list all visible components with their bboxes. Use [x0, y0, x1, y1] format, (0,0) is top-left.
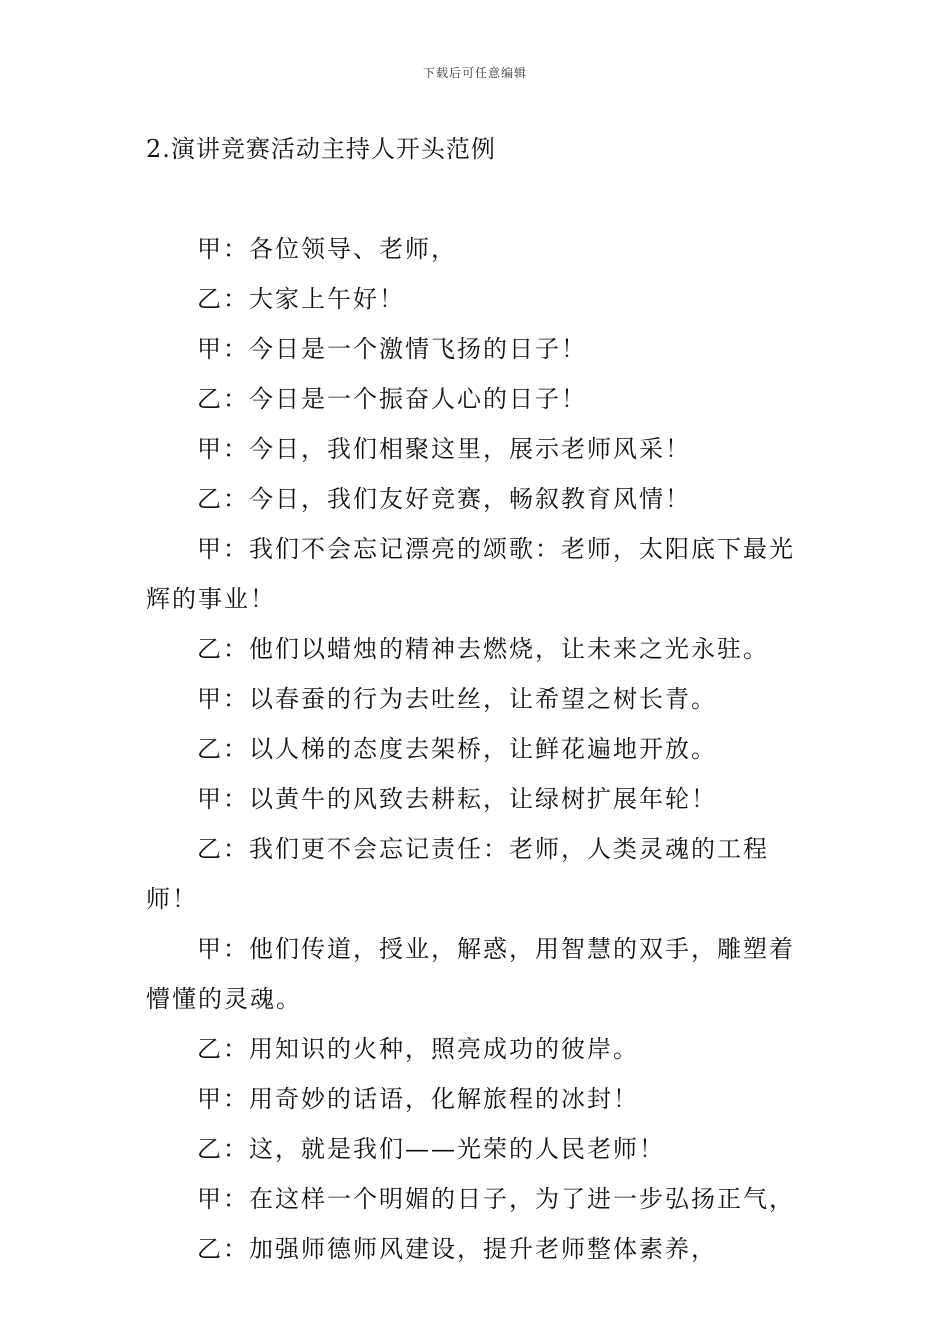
paragraph: 乙：今日是一个振奋人心的日子！ [197, 385, 587, 413]
paragraph: 乙：加强师德师风建设，提升老师整体素养， [197, 1235, 717, 1263]
paragraph: 甲：用奇妙的话语，化解旅程的冰封！ [197, 1085, 639, 1113]
paragraph: 甲：以黄牛的风致去耕耘，让绿树扩展年轮！ [197, 785, 717, 813]
paragraph: 甲：今日，我们相聚这里，展示老师风采！ [197, 435, 691, 463]
paragraph: 乙：今日，我们友好竞赛，畅叙教育风情！ [197, 485, 691, 513]
paragraph: 乙：我们更不会忘记责任：老师，人类灵魂的工程师！ [146, 835, 769, 913]
paragraph: 乙：以人梯的态度去架桥，让鲜花遍地开放。 [197, 735, 717, 763]
paragraph: 甲：他们传道，授业，解惑，用智慧的双手，雕塑着懵懂的灵魂。 [146, 935, 795, 1013]
paragraph: 甲：以春蚕的行为去吐丝，让希望之树长青。 [197, 685, 717, 713]
paragraph: 甲：在这样一个明媚的日子，为了进一步弘扬正气， [197, 1185, 795, 1213]
page-header: 下载后可任意编辑 [422, 66, 527, 80]
paragraph: 乙：用知识的火种，照亮成功的彼岸。 [197, 1035, 639, 1063]
document-body [146, 224, 810, 1274]
paragraph: 乙：他们以蜡烛的精神去燃烧，让未来之光永驻。 [197, 635, 769, 663]
paragraph: 乙：这，就是我们——光荣的人民老师！ [197, 1135, 665, 1163]
paragraph: 甲：今日是一个激情飞扬的日子！ [197, 335, 587, 363]
paragraph: 甲：我们不会忘记漂亮的颂歌：老师，太阳底下最光辉的事业！ [146, 535, 795, 613]
document-title: 2.演讲竞赛活动主持人开头范例 [146, 135, 496, 163]
paragraph: 乙：大家上午好！ [197, 285, 405, 313]
paragraph: 甲：各位领导、老师， [197, 235, 457, 263]
